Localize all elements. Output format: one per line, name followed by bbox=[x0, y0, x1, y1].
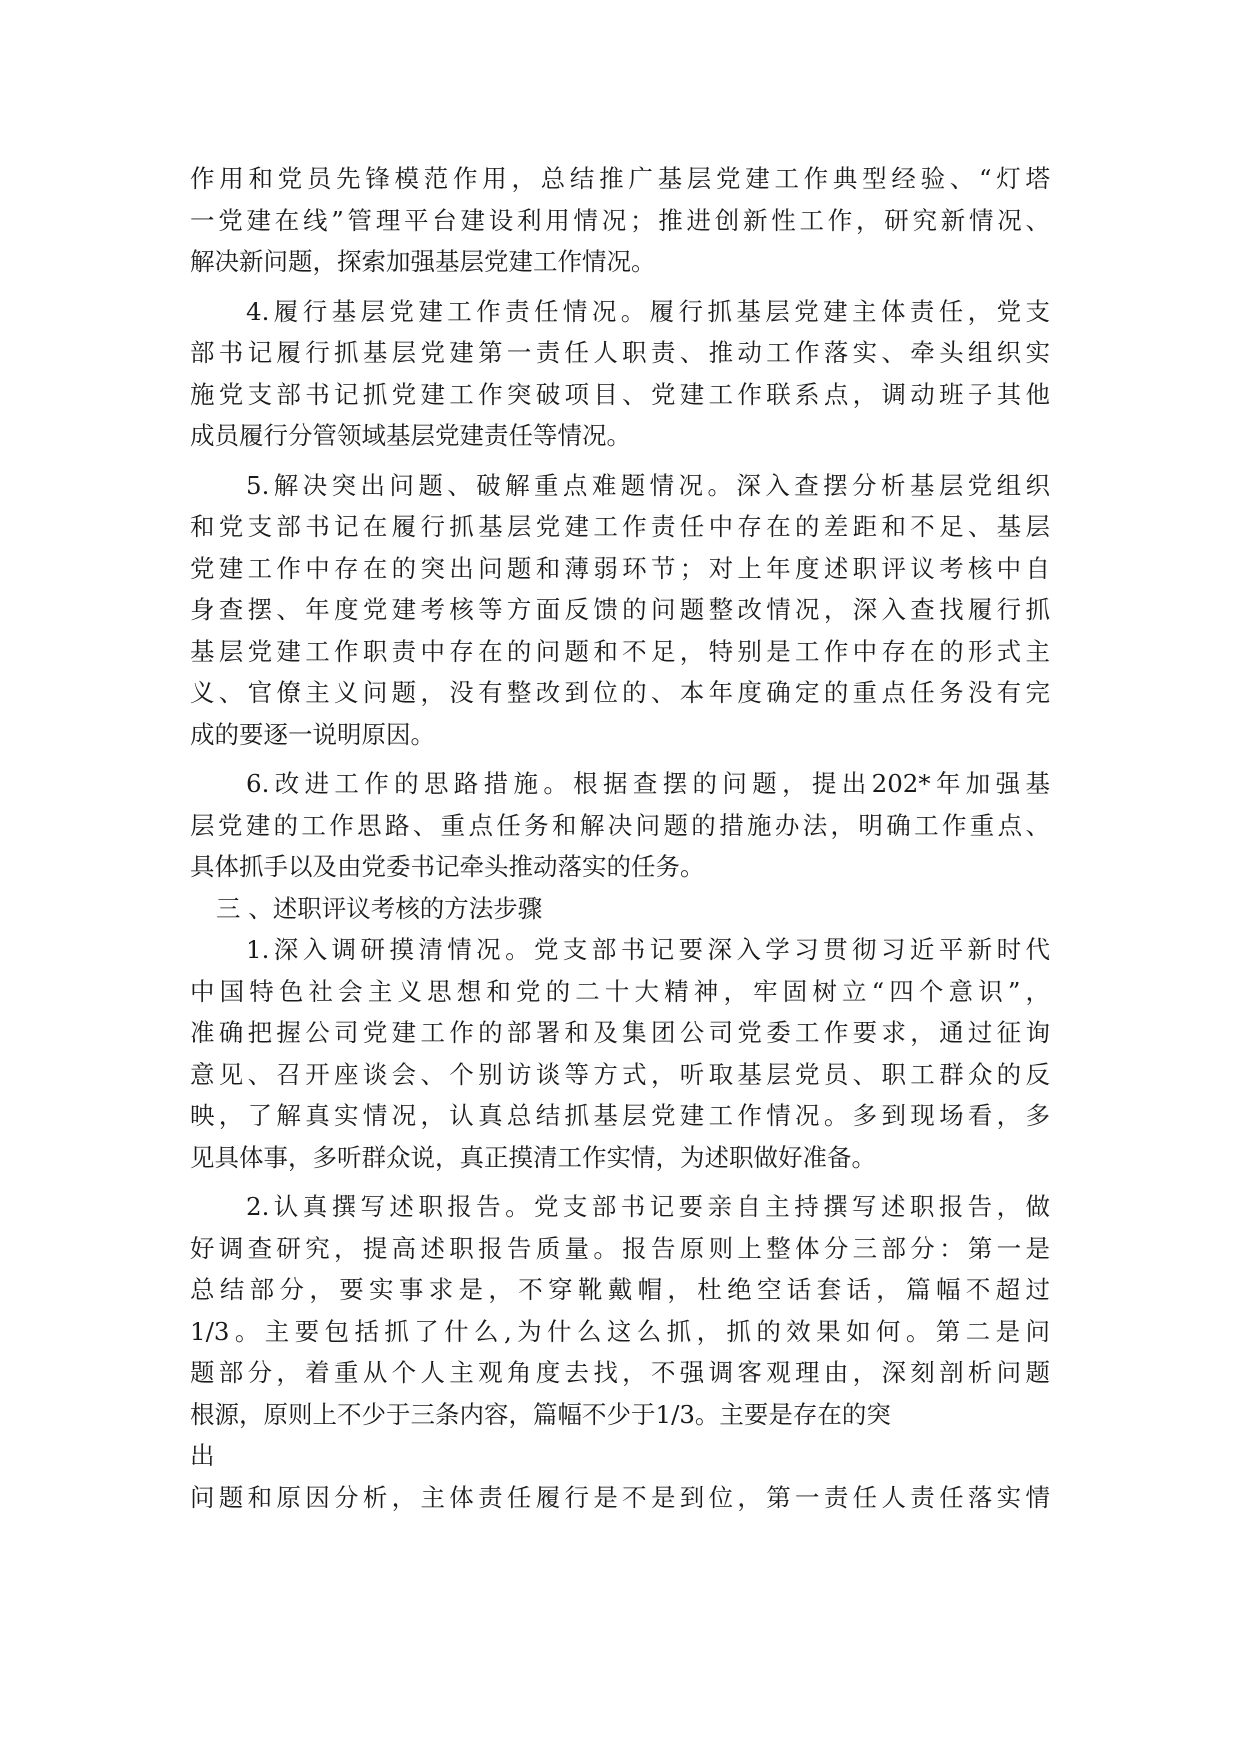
text-line: 1/3。主要包括抓了什么,为什么这么抓，抓的效果如何。第二是问 bbox=[190, 1316, 1050, 1346]
text-line: 成的要逐一说明原因。 bbox=[190, 719, 435, 749]
text-line: 见具体事，多听群众说，真正摸清工作实情，为述职做好准备。 bbox=[190, 1142, 876, 1172]
text-line: 施党支部书记抓党建工作突破项目、党建工作联系点，调动班子其他 bbox=[190, 379, 1050, 409]
paragraph-first-line: 4.履行基层党建工作责任情况。履行抓基层党建主体责任，党支 bbox=[246, 296, 1050, 326]
text-line: 作用和党员先锋模范作用，总结推广基层党建工作典型经验、“灯塔 bbox=[190, 164, 1050, 193]
paragraph-first-line: 1.深入调研摸清情况。党支部书记要深入学习贯彻习近平新时代 bbox=[246, 935, 1050, 964]
paragraph-first-line: 2.认真撰写述职报告。党支部书记要亲自主持撰写述职报告，做 bbox=[246, 1192, 1050, 1221]
text-line: 题部分，着重从个人主观角度去找，不强调客观理由，深刻剖析问题 bbox=[190, 1358, 1050, 1387]
text-line: 准确把握公司党建工作的部署和及集团公司党委工作要求，通过征询 bbox=[190, 1018, 1050, 1047]
text-line: 身查摆、年度党建考核等方面反馈的问题整改情况，深入查找履行抓 bbox=[190, 595, 1050, 624]
document-body bbox=[190, 158, 1050, 1518]
section-heading: 三 、述职评议考核的方法步骤 bbox=[216, 893, 543, 923]
text-line: 意见、召开座谈会、个别访谈等方式，听取基层党员、职工群众的反 bbox=[190, 1059, 1050, 1089]
text-line: 成员履行分管领域基层党建责任等情况。 bbox=[190, 421, 631, 450]
text-line: 好调查研究，提高述职报告质量。报告原则上整体分三部分：第一是 bbox=[190, 1233, 1050, 1263]
text-line: 总结部分，要实事求是，不穿靴戴帽，杜绝空话套话，篇幅不超过 bbox=[190, 1275, 1050, 1304]
text-line: 义、官僚主义问题，没有整改到位的、本年度确定的重点任务没有完 bbox=[190, 678, 1050, 707]
text-line: 部书记履行抓基层党建第一责任人职责、推动工作落实、牵头组织实 bbox=[190, 338, 1050, 367]
text-line: 问题和原因分析，主体责任履行是不是到位，第一责任人责任落实情 bbox=[190, 1482, 1050, 1512]
text-line: 具体抓手以及由党委书记牵头推动落实的任务。 bbox=[190, 852, 705, 881]
text-line: 映，了解真实情况，认真总结抓基层党建工作情况。多到现场看，多 bbox=[190, 1101, 1050, 1130]
paragraph-first-line: 5.解决突出问题、破解重点难题情况。深入查摆分析基层党组织 bbox=[246, 470, 1050, 500]
text-line: 层党建的工作思路、重点任务和解决问题的措施办法，明确工作重点、 bbox=[190, 810, 1050, 840]
text-line: 中国特色社会主义思想和党的二十大精神，牢固树立“四个意识”， bbox=[190, 976, 1050, 1006]
text-line: 一党建在线”管理平台建设利用情况；推进创新性工作，研究新情况、 bbox=[190, 205, 1050, 235]
text-line: 解决新问题，探索加强基层党建工作情况。 bbox=[190, 247, 656, 276]
text-line: 基层党建工作职责中存在的问题和不足，特别是工作中存在的形式主 bbox=[190, 636, 1050, 666]
text-line: 根源，原则上不少于三条内容，篇幅不少于1/3。主要是存在的突 bbox=[190, 1399, 891, 1429]
text-line: 党建工作中存在的突出问题和薄弱环节；对上年度述职评议考核中自 bbox=[190, 553, 1050, 583]
text-line: 出 bbox=[190, 1441, 215, 1470]
text-line: 和党支部书记在履行抓基层党建工作责任中存在的差距和不足、基层 bbox=[190, 512, 1050, 541]
paragraph-first-line: 6.改进工作的思路措施。根据查摆的问题，提出202*年加强基 bbox=[246, 769, 1050, 798]
